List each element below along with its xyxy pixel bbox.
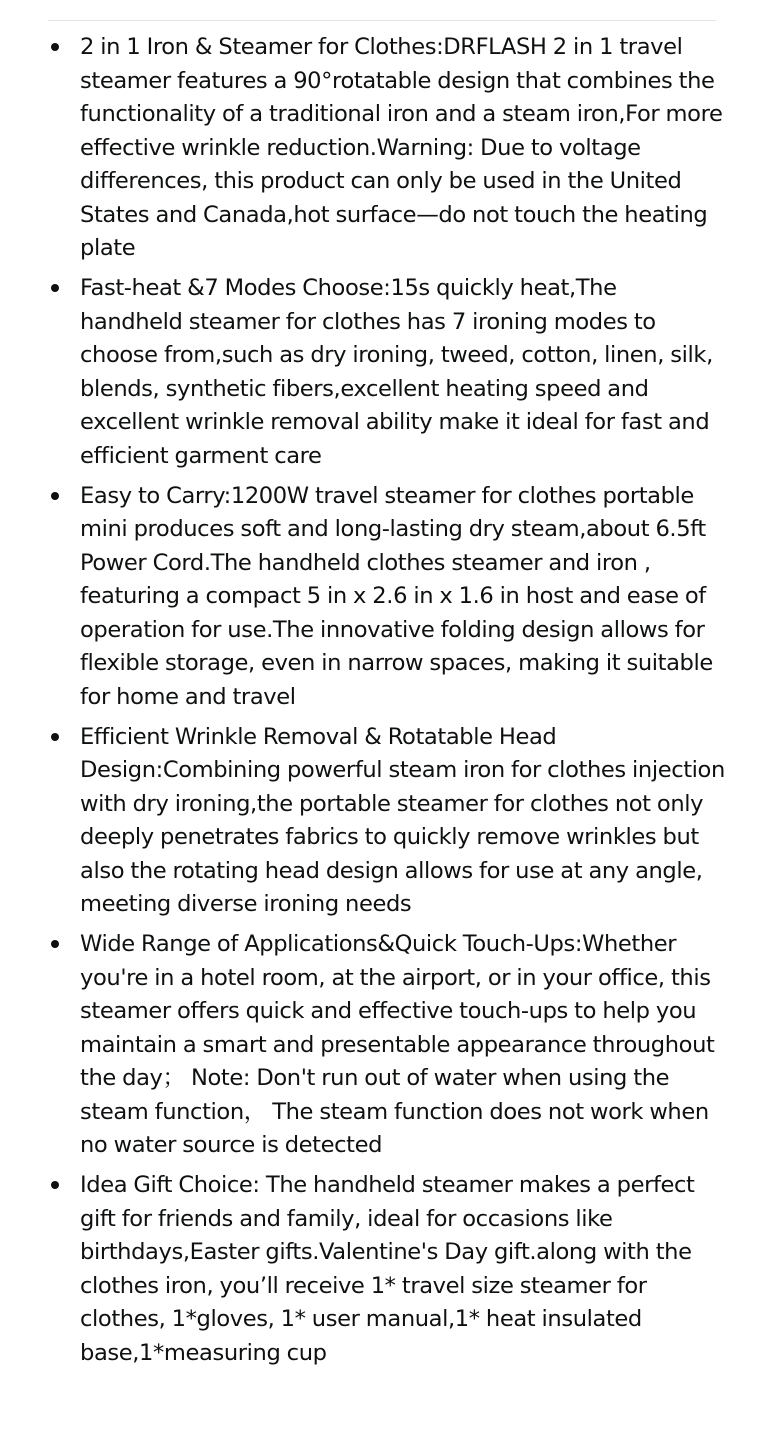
bullet-dot-icon bbox=[51, 940, 59, 948]
bullet-dot-icon bbox=[51, 1181, 59, 1189]
feature-bullet-text: 2 in 1 Iron & Steamer for Clothes:DRFLASH 2 in 1 travel steamer features a 90°rotatable design that combines the functionality of a traditional iron and a steam iron,For more effective wrinkle reduction.Warning: Due to voltage differences, this product can only be used in the United States and Canada,hot surface—do not touch the heating plate bbox=[80, 34, 723, 261]
feature-bullet-3 bbox=[0, 480, 781, 715]
feature-bullet-6 bbox=[0, 1169, 781, 1370]
bullet-dot-icon bbox=[51, 733, 59, 741]
section-divider bbox=[48, 20, 716, 21]
feature-bullet-1 bbox=[0, 31, 781, 266]
feature-bullet-text: Idea Gift Choice: The handheld steamer makes a perfect gift for friends and family, ideal for occasions like birthdays,Easter gifts.Valentine's Day gift.along with the clothes iron, you’ll receive 1* travel size steamer for clothes, 1*gloves, 1* user manual,1* heat insulated base,1*measuring cup bbox=[80, 1172, 695, 1366]
feature-bullet-4 bbox=[0, 721, 781, 922]
feature-bullet-text: Wide Range of Applications&Quick Touch-Ups:Whether you're in a hotel room, at the airport, or in your office, this steamer offers quick and effective touch-ups to help you maintain a smart and presentable appearance throughout the day； Note: Don't run out of water when using the steam function， The steam function does not work when no water source is detected bbox=[80, 931, 715, 1158]
feature-bullet-list bbox=[0, 31, 781, 1377]
feature-bullet-text: Fast-heat &7 Modes Choose:15s quickly heat,The handheld steamer for clothes has 7 ironing modes to choose from,such as dry ironing, tweed, cotton, linen, silk, blends, synthetic fibers,excellent heating speed and excellent wrinkle removal ability make it ideal for fast and efficient garment care bbox=[80, 275, 713, 469]
bullet-dot-icon bbox=[51, 284, 59, 292]
feature-bullet-text: Easy to Carry:1200W travel steamer for clothes portable mini produces soft and long-lasting dry steam,about 6.5ft Power Cord.The handheld clothes steamer and iron , featuring a compact 5 in x 2.6 in x 1.6 in host and ease of operation for use.The innovative folding design allows for flexible storage, even in narrow spaces, making it suitable for home and travel bbox=[80, 482, 713, 710]
bullet-dot-icon bbox=[51, 43, 59, 51]
bullet-dot-icon bbox=[51, 492, 59, 500]
feature-bullet-2 bbox=[0, 272, 781, 473]
feature-bullet-5 bbox=[0, 928, 781, 1163]
feature-bullet-text: Efficient Wrinkle Removal & Rotatable Head Design:Combining powerful steam iron for clothes injection with dry ironing,the portable steamer for clothes not only deeply penetrates fabrics to quickly remove wrinkles but also the rotating head design allows for use at any angle, meeting diverse ironing needs bbox=[80, 723, 725, 917]
